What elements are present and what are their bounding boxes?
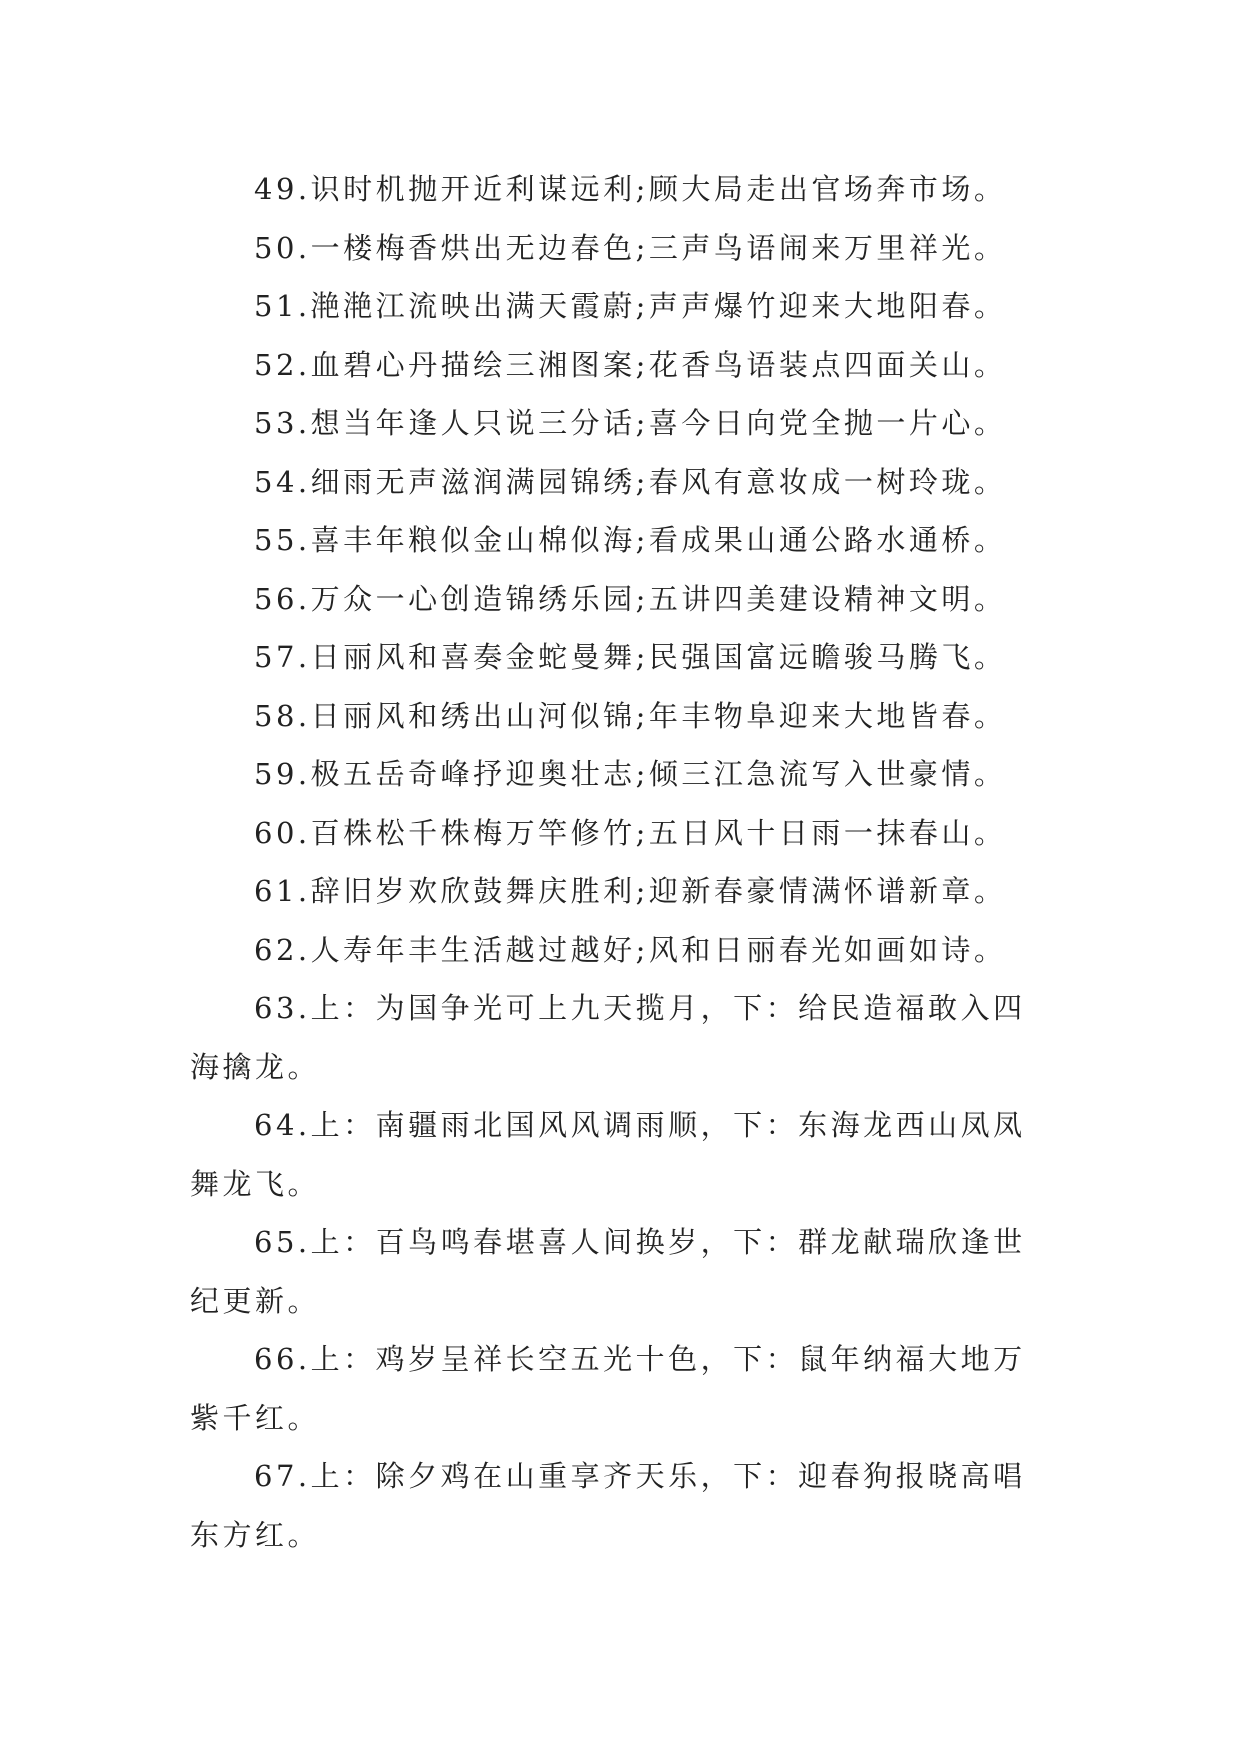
- couplet-item-66: 66.上：鸡岁呈祥长空五光十色，下：鼠年纳福大地万紫千红。: [190, 1342, 1026, 1435]
- couplet-item-63: 63.上：为国争光可上九天揽月，下：给民造福敢入四海擒龙。: [190, 991, 1026, 1084]
- couplet-item-58: 58.日丽风和绣出山河似锦;年丰物阜迎来大地皆春。: [254, 698, 1007, 733]
- couplet-item-65: 65.上：百鸟鸣春堪喜人间换岁，下：群龙献瑞欣逢世纪更新。: [190, 1225, 1026, 1318]
- couplet-item-56: 56.万众一心创造锦绣乐园;五讲四美建设精神文明。: [254, 581, 1007, 616]
- couplet-item-50: 50.一楼梅香烘出无边春色;三声鸟语闹来万里祥光。: [254, 230, 1007, 265]
- couplet-item-55: 55.喜丰年粮似金山棉似海;看成果山通公路水通桥。: [254, 523, 1007, 557]
- couplet-list: [190, 160, 1052, 1564]
- couplet-item-62: 62.人寿年丰生活越过越好;风和日丽春光如画如诗。: [254, 932, 1007, 967]
- couplet-item-59: 59.极五岳奇峰抒迎奥壮志;倾三江急流写入世豪情。: [254, 757, 1007, 791]
- couplet-item-49: 49.识时机抛开近利谋远利;顾大局走出官场奔市场。: [254, 172, 1007, 206]
- couplet-item-54: 54.细雨无声滋润满园锦绣;春风有意妆成一树玲珑。: [254, 464, 1007, 499]
- couplet-item-53: 53.想当年逢人只说三分话;喜今日向党全抛一片心。: [254, 406, 1007, 440]
- couplet-item-51: 51.滟滟江流映出满天霞蔚;声声爆竹迎来大地阳春。: [254, 289, 1007, 323]
- couplet-item-61: 61.辞旧岁欢欣鼓舞庆胜利;迎新春豪情满怀谱新章。: [254, 874, 1007, 908]
- couplet-item-57: 57.日丽风和喜奏金蛇曼舞;民强国富远瞻骏马腾飞。: [254, 640, 1007, 674]
- couplet-item-60: 60.百株松千株梅万竿修竹;五日风十日雨一抹春山。: [254, 815, 1007, 850]
- couplet-item-52: 52.血碧心丹描绘三湘图案;花香鸟语装点四面关山。: [254, 347, 1007, 382]
- couplet-item-67: 67.上：除夕鸡在山重享齐天乐，下：迎春狗报晓高唱东方红。: [190, 1459, 1026, 1552]
- couplet-item-64: 64.上：南疆雨北国风风调雨顺，下：东海龙西山凤凤舞龙飞。: [190, 1108, 1026, 1201]
